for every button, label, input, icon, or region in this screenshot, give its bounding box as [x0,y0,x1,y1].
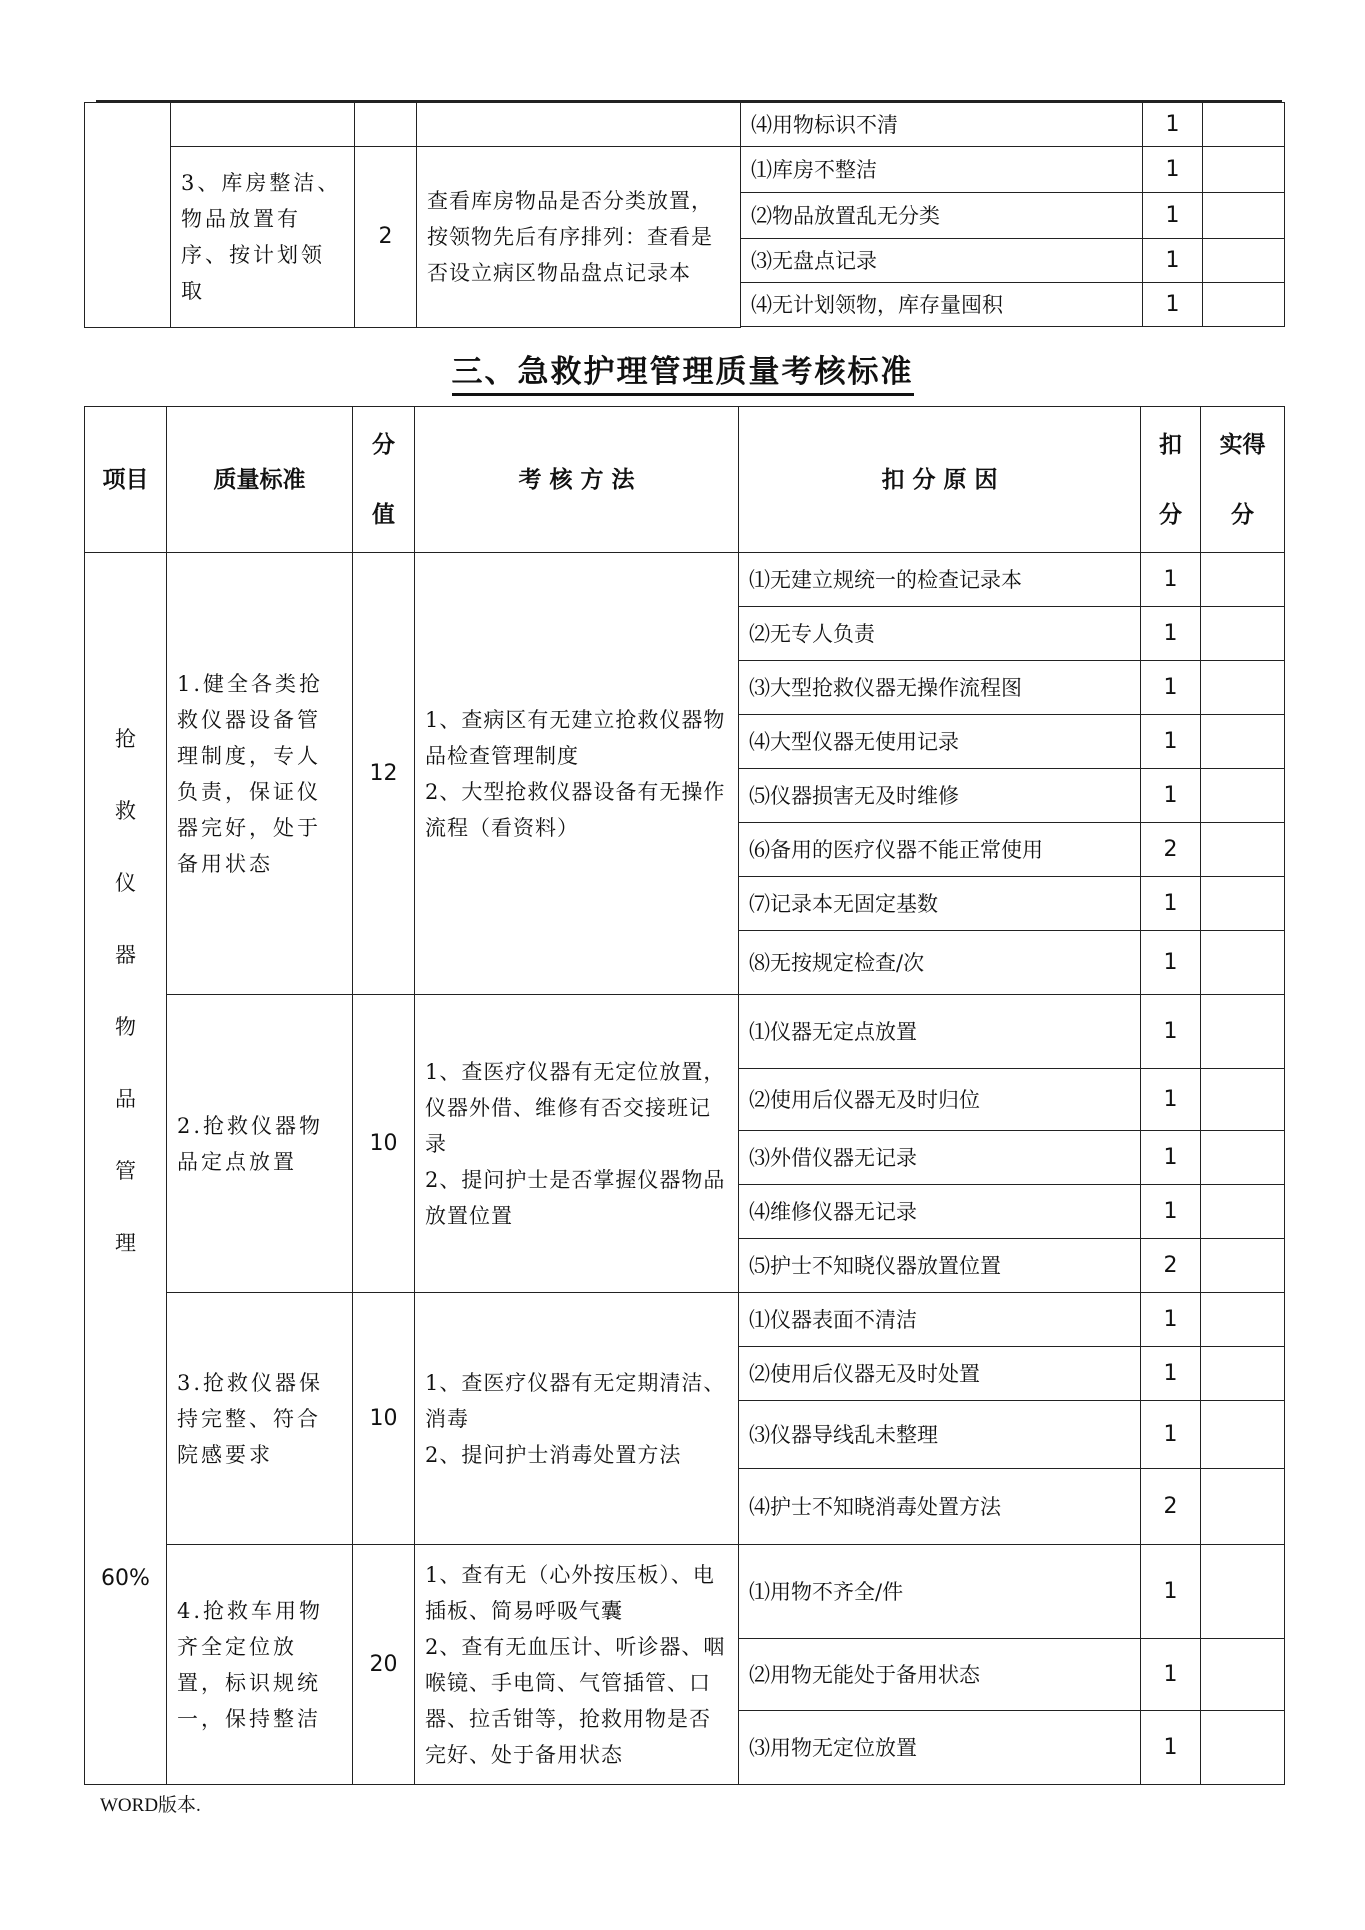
quality-standard-cell: 3、库房整洁、物品放置有序、按计划领取 [171,147,355,328]
footer-note: WORD版本. [100,1795,201,1816]
method-cell: 1、查医疗仪器有无定期清洁、消毒 2、提问护士消毒处置方法 [415,1293,739,1545]
reason-cell: ⑵物品放置乱无分类 [741,193,1143,239]
actual-score-cell [1203,239,1285,283]
table-body [85,553,1285,1785]
actual-score-cell [1203,147,1285,193]
reason-cell: ⑴仪器表面不清洁 [739,1293,1141,1347]
actual-score-cell [1201,1545,1285,1639]
table-row [85,553,1285,607]
actual-score-cell [1201,823,1285,877]
method-cell: 查看库房物品是否分类放置，按领物先后有序排列：查看是否设立病区物品盘点记录本 [417,147,741,328]
actual-score-cell [1201,1711,1285,1785]
deduct-points: 1 [1141,607,1201,661]
project-char: 物 [115,1015,136,1039]
continued-table [84,102,1285,328]
deduct-points: 1 [1141,1401,1201,1469]
project-cell-continued [85,103,171,328]
table-row [85,1545,1285,1639]
actual-score-cell [1201,769,1285,823]
reason-cell: ⑶大型抢救仪器无操作流程图 [739,661,1141,715]
reason-cell: ⑶仪器导线乱未整理 [739,1401,1141,1469]
deduct-points: 1 [1141,1639,1201,1711]
project-char: 救 [115,799,136,823]
quality-standard-cell: 3.抢救仪器保持完整、符合院感要求 [167,1293,353,1545]
actual-score-cell [1201,607,1285,661]
reason-cell: ⑴库房不整洁 [741,147,1143,193]
reason-cell: ⑻无按规定检查/次 [739,931,1141,995]
project-char: 仪 [115,871,136,895]
actual-score-cell [1201,661,1285,715]
actual-score-cell [1201,931,1285,995]
method-cell: 1、查有无（心外按压板）、电插板、简易呼吸气囊 2、查有无血压计、听诊器、咽喉镜、手电筒、气管插管、口器、拉舌钳等，抢救用物是否完好、处于备用状态 [415,1545,739,1785]
score-cell: 10 [353,995,415,1293]
deduct-points: 1 [1141,877,1201,931]
quality-standard-cell: 1.健全各类抢救仪器设备管理制度，专人负责，保证仪器完好，处于备用状态 [167,553,353,995]
reason-cell: ⑶无盘点记录 [741,239,1143,283]
reason-cell: ⑴无建立规统一的检查记录本 [739,553,1141,607]
table-row [85,1293,1285,1347]
actual-score-cell [1203,283,1285,327]
actual-score-cell [1201,1069,1285,1131]
table-row [85,995,1285,1069]
reason-cell: ⑴用物不齐全/件 [739,1545,1141,1639]
deduct-points: 2 [1141,1469,1201,1545]
deduct-points: 1 [1141,1069,1201,1131]
actual-score-cell [1201,1185,1285,1239]
project-char: 管 [115,1159,136,1183]
deduct-points: 1 [1143,283,1203,327]
method-cell: 1、查医疗仪器有无定位放置，仪器外借、维修有否交接班记录 2、提问护士是否掌握仪器物品放置位置 [415,995,739,1293]
reason-cell: ⑷维修仪器无记录 [739,1185,1141,1239]
section-title: 三、急救护理管理质量考核标准 [0,346,1365,391]
actual-score-cell [1201,1293,1285,1347]
method-cell: 1、查病区有无建立抢救仪器物品检查管理制度 2、大型抢救仪器设备有无操作流程（看资料） [415,553,739,995]
header-deduct: 扣 分 [1141,407,1201,553]
reason-cell: ⑸护士不知晓仪器放置位置 [739,1239,1141,1293]
deduct-points: 1 [1141,995,1201,1069]
deduct-points: 2 [1141,1239,1201,1293]
header-project: 项目 [85,407,167,553]
project-weight: 60% [101,1566,150,1591]
deduct-points: 1 [1141,715,1201,769]
actual-score-cell [1203,103,1285,147]
score-cell: 20 [353,1545,415,1785]
header-method: 考 核 方 法 [415,407,739,553]
actual-score-cell [1201,877,1285,931]
header-standard: 质量标准 [167,407,353,553]
quality-standard-cell: 2.抢救仪器物品定点放置 [167,995,353,1293]
reason-cell: ⑸仪器损害无及时维修 [739,769,1141,823]
project-char: 品 [115,1087,136,1111]
deduct-points: 1 [1141,553,1201,607]
deduct-points: 1 [1141,1711,1201,1785]
reason-cell: ⑹备用的医疗仪器不能正常使用 [739,823,1141,877]
deduct-points: 1 [1141,931,1201,995]
deduct-points: 1 [1143,193,1203,239]
header-reason: 扣 分 原 因 [739,407,1141,553]
reason-cell: ⑵使用后仪器无及时处置 [739,1347,1141,1401]
reason-cell: ⑶外借仪器无记录 [739,1131,1141,1185]
score-cell: 2 [355,147,417,328]
deduct-points: 1 [1141,1347,1201,1401]
deduct-points: 1 [1141,1293,1201,1347]
header-row [85,407,1285,553]
deduct-points: 1 [1141,769,1201,823]
deduct-points: 1 [1143,147,1203,193]
score-cell: 10 [353,1293,415,1545]
header-score: 分 值 [353,407,415,553]
actual-score-cell [1201,1131,1285,1185]
reason-cell: ⑶用物无定位放置 [739,1711,1141,1785]
project-cell [85,553,167,1785]
project-char: 理 [115,1231,136,1255]
actual-score-cell [1201,1469,1285,1545]
actual-score-cell [1201,553,1285,607]
actual-score-cell [1203,193,1285,239]
deduct-points: 1 [1143,239,1203,283]
actual-score-cell [1201,995,1285,1069]
score-cell: 12 [353,553,415,995]
reason-cell: ⑵用物无能处于备用状态 [739,1639,1141,1711]
reason-cell: ⑷大型仪器无使用记录 [739,715,1141,769]
actual-score-cell [1201,1639,1285,1711]
actual-score-cell [1201,1239,1285,1293]
header-actual: 实得 分 [1201,407,1285,553]
deduct-points: 1 [1141,1545,1201,1639]
reason-cell: ⑵无专人负责 [739,607,1141,661]
project-char: 器 [115,943,136,967]
reason-cell: ⑷用物标识不清 [741,103,1143,147]
quality-standard-cell: 4.抢救车用物齐全定位放置，标识规统一，保持整洁 [167,1545,353,1785]
deduct-points: 1 [1141,661,1201,715]
deduct-points: 1 [1141,1131,1201,1185]
assessment-table [84,406,1285,1785]
actual-score-cell [1201,1401,1285,1469]
actual-score-cell [1201,715,1285,769]
actual-score-cell [1201,1347,1285,1401]
deduct-points: 2 [1141,823,1201,877]
reason-cell: ⑴仪器无定点放置 [739,995,1141,1069]
reason-cell: ⑺记录本无固定基数 [739,877,1141,931]
reason-cell: ⑵使用后仪器无及时归位 [739,1069,1141,1131]
deduct-points: 1 [1141,1185,1201,1239]
project-char: 抢 [115,727,136,751]
reason-cell: ⑷无计划领物，库存量囤积 [741,283,1143,327]
reason-cell: ⑷护士不知晓消毒处置方法 [739,1469,1141,1545]
deduct-points: 1 [1143,103,1203,147]
